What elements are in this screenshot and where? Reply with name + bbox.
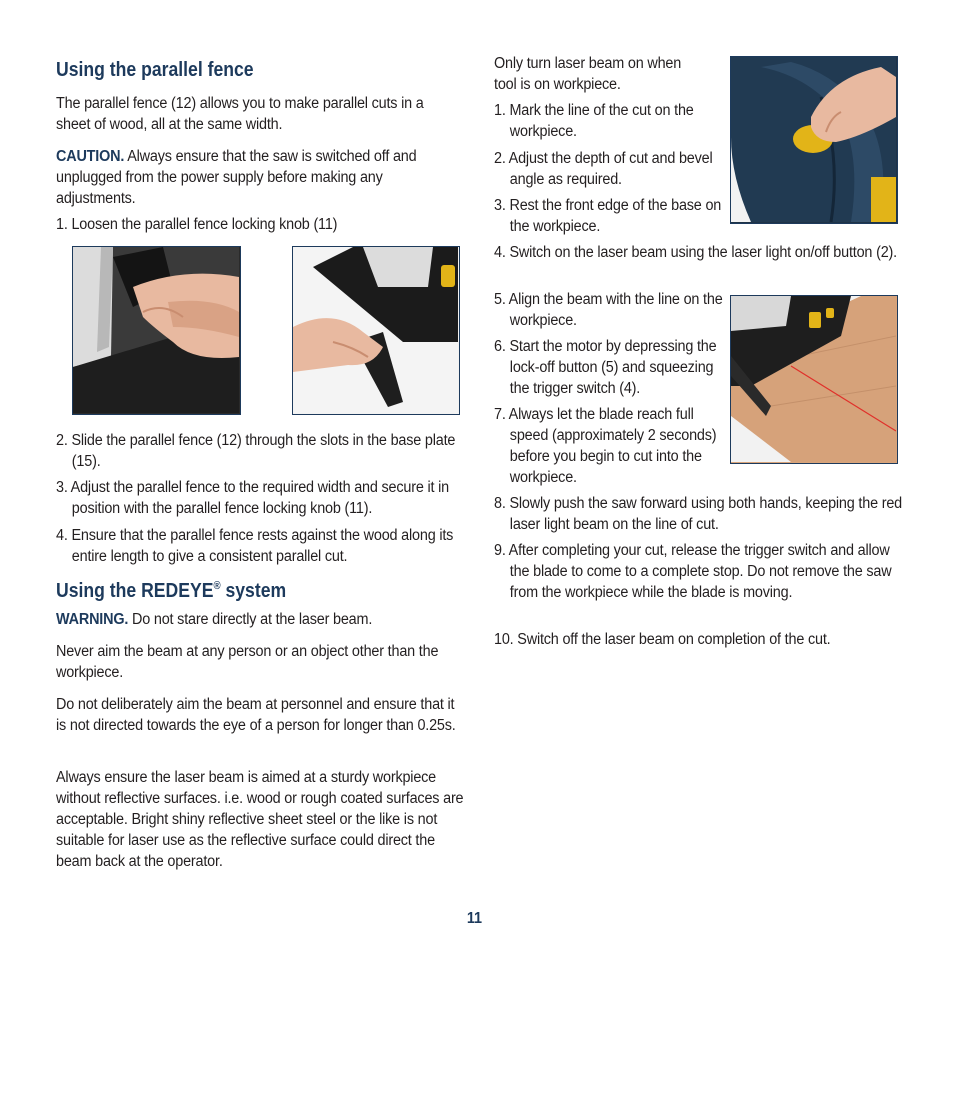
warning-label: WARNING.: [56, 611, 129, 628]
laser-step-1: 1. Mark the line of the cut on the workpiece.: [494, 102, 694, 140]
redeye-paragraph-2: Do not deliberately aim the beam at personnel and ensure that it is not directed towards the eye of a person for longer than 0.25s.: [56, 696, 456, 734]
page-number: 11: [466, 910, 483, 927]
heading-parallel-fence: Using the parallel fence: [56, 59, 254, 81]
laser-step-8: 8. Slowly push the saw forward using both hands, keeping the red laser light beam on the line of cut.: [494, 495, 902, 533]
photo-laser-button: [730, 56, 898, 224]
photo-laser-button-graphic: [731, 57, 896, 222]
caution-text: Always ensure that the saw is switched off and unplugged from the power supply before making any adjustments.: [56, 148, 417, 207]
laser-step-10: 10. Switch off the laser beam on completion of the cut.: [494, 631, 831, 648]
photo-slide-fence-graphic: [293, 247, 458, 413]
laser-step-5: 5. Align the beam with the line on the workpiece.: [494, 291, 723, 329]
fence-step-1: 1. Loosen the parallel fence locking knob (11): [56, 216, 338, 233]
redeye-paragraph-3: Always ensure the laser beam is aimed at a sturdy workpiece without reflective surfaces. i.e. wood or rough coated surfaces are acceptable. Bright shiny reflective sheet steel or the like is not suitable for laser use as the reflective surface could direct the beam back at the operator.: [56, 769, 464, 870]
photo-loosen-knob: [72, 246, 241, 415]
photo-laser-line: [730, 295, 898, 464]
caution-paragraph: [56, 146, 428, 209]
laser-step-2: 2. Adjust the depth of cut and bevel angle as required.: [494, 150, 713, 188]
fence-step-2: 2. Slide the parallel fence (12) through the slots in the base plate (15).: [56, 432, 456, 470]
laser-step-4: 4. Switch on the laser beam using the laser light on/off button (2).: [494, 244, 897, 261]
laser-step-3: 3. Rest the front edge of the base on the workpiece.: [494, 197, 722, 235]
warning-text: Do not stare directly at the laser beam.: [128, 611, 373, 628]
parallel-fence-intro: The parallel fence (12) allows you to make parallel cuts in a sheet of wood, all at the same width.: [56, 95, 424, 133]
heading-redeye-tail: system: [220, 580, 287, 602]
laser-step-9: 9. After completing your cut, release the trigger switch and allow the blade to come to a complete stop. Do not remove the saw from the workpiece while the blade is moving.: [494, 542, 892, 601]
laser-intro: Only turn laser beam on when tool is on workpiece.: [494, 55, 682, 93]
photo-slide-fence: [292, 246, 460, 415]
heading-redeye: [56, 573, 286, 604]
warning-paragraph: [56, 609, 456, 630]
laser-step-6: 6. Start the motor by depressing the lock-off button (5) and squeezing the trigger switch (4).: [494, 338, 717, 397]
laser-step-7: 7. Always let the blade reach full speed (approximately 2 seconds) before you begin to cut into the workpiece.: [494, 406, 717, 486]
fence-step-4: 4. Ensure that the parallel fence rests against the wood along its entire length to give a consistent parallel cut.: [56, 527, 454, 565]
fence-step-3: 3. Adjust the parallel fence to the required width and secure it in position with the parallel fence locking knob (11).: [56, 479, 450, 517]
heading-redeye-main: Using the REDEYE: [56, 580, 214, 602]
redeye-paragraph-1: Never aim the beam at any person or an object other than the workpiece.: [56, 643, 439, 681]
photo-loosen-knob-graphic: [73, 247, 239, 413]
photo-laser-line-graphic: [731, 296, 896, 462]
registered-mark: ®: [213, 580, 221, 592]
caution-label: CAUTION.: [56, 148, 125, 165]
